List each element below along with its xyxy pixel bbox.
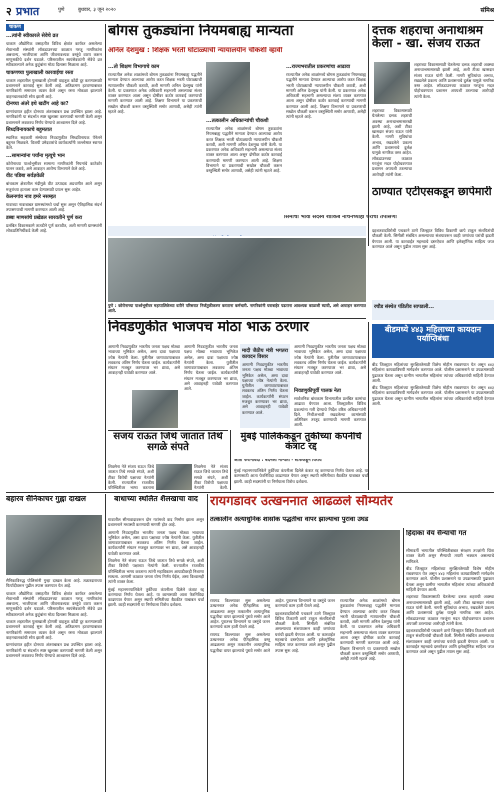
- mumbai-headline: मुंबई पालिकेकडून तुर्कीच्या कंपनीचे कंत्राट रद्द: [240, 432, 362, 453]
- beed-headline: बीडमध्ये ४४३ महिलाच्या कायदान पर्याप्तिबंधा: [384, 325, 482, 343]
- kele-body: [414, 62, 494, 182]
- bottom-rule: [6, 492, 494, 493]
- column-divider: [207, 494, 208, 792]
- sanjay-text: शिवसेना नेते संजय राऊत जिथे जातात तिथे सगळे संपते, अशी टीका विरोधी पक्षाच्या नेत्यांनी केली. राज्यातील राजकीय परिस्थितीवर भाष्य करताना: [108, 464, 154, 490]
- brand-logo: प्रभात: [16, 5, 40, 18]
- bottom-mid-text-2: आगामी निवडणुकीत भारतीय जनता पक्षच मोठ्या भावाच्या भूमिकेत असेल, असा दावा पक्षाच्या ज्येष्ठ नेत्यांनी केला. युतीतील जागावाटपाबाबत लवकरच अंतिम निर्णय घेतला जाईल. कार्यकर्त्यांनी संघटन मजबूत करण्यावर भर द्यावा, असे आवाहनही यावेळी करण्यात आले.: [108, 529, 204, 556]
- bogus-bullet-2: ...तत्कालीन अधिकाऱ्यांची चौकशी: [206, 118, 269, 124]
- bogus-text-2: राज्यातील अनेक शाळांमध्ये बोगस तुकड्यांना नियमबाह्य पद्धतीने मान्यता देण्यात आल्याचा आरोप करत शिक्षक भरती घोटाळ्याची न्यायालयीन चौकशी करावी, अशी मागणी अनिल देशमुख यांनी केली. या प्रकरणात अनेक अधिकारी सहभागी असल्याचा संशय व्यक्त करण्यात आला असून दोषींवर कठोर कारवाई करण्याची मागणी करण्यात आली आहे. शिक्षण विभागाने या प्रकरणाची सखोल चौकशी करून वस्तुस्थिती समोर आणावी, असेही त्यांनी म्हटले आहे.: [206, 126, 282, 174]
- nivad-photo: [132, 390, 178, 428]
- bottom-mid-body: [108, 517, 204, 790]
- raigad-photo: [210, 530, 400, 594]
- left-story-6: बांधकाम क्षेत्रातील मंदीमुळे वीट उत्पादक अडचणीत आले असून मजुरांच्या हाताला काम देण्यासाठी प्रयत्न सुरू आहेत.: [6, 181, 102, 192]
- left-headline-7: केलनगांव नाव हमरे नसम्हत: [6, 193, 56, 200]
- mumbai-body: [234, 468, 368, 490]
- thane-box-title: रचौड संस्थेत पंडितीव सापडली...: [374, 304, 434, 310]
- bottom-mid-text: गावातील सीमावादावरून दोन गटांमध्ये वाद निर्माण झाला असून प्रशासनाने मध्यस्थी करण्याची मागणी होत आहे.: [108, 517, 204, 528]
- left-story-4: स्थानिक सहकारी संस्थेच्या निवडणुकीत सिध्दविनायक पॅनेलने बहुमत मिळवले. विजयी उमेदवारांचे कार्यकर्त्यांनी जल्लोषात स्वागत केले.: [6, 134, 102, 151]
- left-story-3: ग्रामपंचायत हद्दीत दोनच्या अंतराबाबत प्रश्न उपस्थित झाला आहे. नागरिकांनी या संदर्भात स्पष्ट खुलासा करण्याची मागणी केली असून प्रशासनाने लवकरच निर्णय घेण्याचे आश्वासन दिले आहे.: [6, 108, 102, 125]
- bogus-subhead: अनिल देशमुख : शिक्षक भरती घोटाळ्याची न्यायालयीन चौकशी व्हावी: [108, 47, 283, 54]
- colony-label-bar: [108, 226, 366, 236]
- section-rule: [108, 430, 228, 431]
- kele-text: शहराच्या विकासासाठी घेतलेल्या दत्तक शहराची अवस्था अनाथाश्रमासारखी झाली आहे, अशी टीका खासदार संजय राऊत यांनी केली. नागरी सुविधांचा अभाव, रखडलेले प्रकल्प आणि प्रशासनाचे दुर्लक्ष यामुळे नागरिक त्रस्त आहेत. लॉकडाउनच्या काळात गरजूंना मदत पोहोचवण्यात प्रशासन अपयशी ठरल्याचा आरोपही त्यांनी केला.: [414, 62, 494, 99]
- bottom-left-text-3: चाकण शहरातील पुलाखाली होणारी वाहतूक कोंडी दूर करण्यासाठी प्रशासनाने कारवाई सुरू केली आहे. अतिक्रमण हटवण्याबाबत नागरिकांनी समाधान व्यक्त केले असून रस्ता मोकळा झाल्याने वाहनचालकांची सोय झाली आहे.: [6, 619, 102, 640]
- left-story-2: चाकण शहरातील पुलाखाली होणारी वाहतूक कोंडी दूर करण्यासाठी प्रशासनाने कारवाई सुरू केली आहे. अतिक्रमण हटवण्याबाबत नागरिकांनी समाधान व्यक्त केले असून रस्ता मोकळा झाल्याने वाहनचालकांची सोय झाली आहे.: [6, 77, 102, 99]
- nivad-headline: निवडणुकीत भाजपच मोठा भाऊ ठरणार: [108, 320, 309, 335]
- deshmukh-photo: [206, 62, 250, 114]
- left-story-1: चाकण औद्योगिक वसाहतीत विविध क्षेत्रांत कार्यरत असलेल्या सेवाभावी संस्थांनी लॉकडाउनच्या काळात गरजू नागरिकांना अन्नधान्य, भाजीपाला आणि जीवनावश्यक वस्तूंचे वाटप करून माणुसकीचे दर्शन घडवले. परिसरातील स्वयंसेवकांनी सेवेचे व्रत स्वीकारल्याने अनेक कुटुंबांना मोठा दिलासा मिळाला आहे.: [6, 41, 102, 68]
- kele-body-2: [372, 108, 412, 182]
- left-story-7: गावाच्या नावाबाबत ग्रामस्थांमध्ये चर्चा सुरू असून ऐतिहासिक संदर्भ तपासण्याची मागणी करण्यात आली आहे.: [6, 201, 102, 213]
- column-divider: [105, 24, 106, 490]
- sanjay-body-2: [194, 464, 228, 490]
- left-headline-8: डब्बा माणसांचे प्रखेडल सारवतीने पूर्ण करा: [6, 214, 83, 221]
- mumbai-subhead: आता फेरनिविदा : बंदनेला मान्यता - स्टेफकहून विरोध: [234, 459, 322, 463]
- kele-text-2: शहराच्या विकासासाठी घेतलेल्या दत्तक शहराची अवस्था अनाथाश्रमासारखी झाली आहे, अशी टीका खासदार संजय राऊत यांनी केली. नागरी सुविधांचा अभाव, रखडलेले प्रकल्प आणि प्रशासनाचे दुर्लक्ष यामुळे नागरिक त्रस्त आहेत. लॉकडाउनच्या काळात गरजूंना मदत पोहोचवण्यात प्रशासन अपयशी ठरल्याचा आरोपही त्यांनी केला.: [372, 108, 412, 177]
- masthead-date: बुधवार, ३ जून २०२०: [78, 7, 116, 13]
- section-rule: [108, 318, 366, 319]
- thane-body: [372, 228, 494, 298]
- raigad-body: [210, 598, 400, 790]
- nivad-body-2: [184, 344, 238, 428]
- bogus-body-2: [206, 116, 282, 222]
- beed-body: [372, 362, 494, 490]
- raigad-text-4: राज्यातील अनेक शाळांमध्ये बोगस तुकड्यांना नियमबाह्य पद्धतीने मान्यता देण्यात आल्याचा आरोप करत शिक्षक भरती घोटाळ्याची न्यायालयीन चौकशी करावी, अशी मागणी अनिल देशमुख यांनी केली. या प्रकरणात अनेक अधिकारी सहभागी असल्याचा संशय व्यक्त करण्यात आला असून दोषींवर कठोर कारवाई करण्याची मागणी करण्यात आली आहे. शिक्षण विभागाने या प्रकरणाची सखोल चौकशी करून वस्तुस्थिती समोर आणावी, असेही त्यांनी म्हटले आहे.: [340, 598, 400, 662]
- section-name: संमिश्र: [480, 7, 494, 14]
- masthead: [6, 4, 494, 20]
- nivad-box-title: मादी जैठीय मंत्री भगतरा कायदन विसार: [242, 348, 288, 360]
- bodyguard-text: सार्वजनिक बांधकाम विभागातील प्रलंबित कामांचा आढावा घेण्यात आला. जिल्ह्यातील विविध प्रकल्पांना गती देण्याचे निर्देश वरिष्ठ अधिकाऱ्यांनी दिले. निधीअभावी रखडलेल्या कामांसाठी अतिरिक्त तरतूद करण्याची मागणी करण्यात आली.: [294, 396, 366, 428]
- bottom-left-text-4: ग्रामपंचायत हद्दीत दोनच्या अंतराबाबत प्रश्न उपस्थित झाला आहे. नागरिकांनी या संदर्भात स्पष्ट खुलासा करण्याची मागणी केली असून प्रशासनाने लवकरच निर्णय घेण्याचे आश्वासन दिले आहे.: [6, 642, 102, 658]
- masthead-city: पुणे: [58, 7, 65, 13]
- right-bottom-headline: हिंदाका वेय सैन्याची गत: [406, 530, 467, 537]
- column-divider: [105, 494, 106, 792]
- section-tag: चाकण: [6, 24, 24, 31]
- bogus-bullet-3: ...राज्यभरातील प्रकरणांचा आढावा: [286, 64, 351, 70]
- bogus-text-1: राज्यातील अनेक शाळांमध्ये बोगस तुकड्यांना नियमबाह्य पद्धतीने मान्यता देण्यात आल्याचा आरोप करत शिक्षक भरती घोटाळ्याची न्यायालयीन चौकशी करावी, अशी मागणी अनिल देशमुख यांनी केली. या प्रकरणात अनेक अधिकारी सहभागी असल्याचा संशय व्यक्त करण्यात आला असून दोषींवर कठोर कारवाई करण्याची मागणी करण्यात आली आहे. शिक्षण विभागाने या प्रकरणाची सखोल चौकशी करून वस्तुस्थिती समोर आणावी, असेही त्यांनी म्हटले आहे.: [108, 72, 202, 115]
- right-bottom-body: [406, 548, 494, 790]
- nivad-body-3: [294, 344, 366, 384]
- left-headline-6: वीट पडिबा सर्वज्ञवेळी: [6, 173, 45, 180]
- sanjay-photo: [156, 464, 192, 490]
- page-number: २: [6, 5, 12, 18]
- bogus-headline: बोगस तुकड्यांना नियमबाह्य मान्यता: [108, 24, 294, 39]
- right-bottom-text-2: बीड जिल्ह्यात महिलांच्या सुरक्षिततेसाठी विशेष मोहीम राबवण्यात येत असून ४४३ महिलांना कायद्याविषयी मार्गदर्शन करण्यात आले. पोलीस प्रशासनाने या उपक्रमासाठी पुढाकार घेतला असून ग्रामीण भागातील महिलांना त्यांच्या अधिकारांची माहिती देण्यात आली.: [406, 565, 494, 593]
- column-divider: [368, 24, 369, 246]
- left-story-8: प्रलंबित विकासकामे तातडीने पूर्ण करावीत, अशी मागणी ग्रामस्थांनी लोकप्रतिनिधींकडे केली आहे.: [6, 222, 102, 233]
- raigad-text: रायगड किल्ल्यावर सुरू असलेल्या उत्खननात अनेक ऐतिहासिक वस्तू आढळल्या असून तत्कालीन अत्याधुनिक पद्धतीचा वापर झाल्याचे पुरावे समोर आले आहेत. पुरातत्त्व विभागाने या वस्तूंचे जतन करण्याचे काम हाती घेतले आहे.: [210, 598, 270, 630]
- bottom-left-text: सैनिकाविरुद्ध पोलिसांनी गुन्हा दाखल केला आहे. तक्रारदाराच्या फिर्यादीवरून पुढील तपास करण्यात येत आहे.: [6, 578, 102, 589]
- beed-header: [372, 324, 494, 358]
- bogus-body-1: [108, 62, 202, 222]
- bodyguard-article: [294, 386, 366, 428]
- left-column: [6, 24, 102, 490]
- nivad-text-3: आगामी निवडणुकीत भारतीय जनता पक्षच मोठ्या भावाच्या भूमिकेत असेल, असा दावा पक्षाच्या ज्येष्ठ नेत्यांनी केला. युतीतील जागावाटपाबाबत लवकरच अंतिम निर्णय घेतला जाईल. कार्यकर्त्यांनी संघटन मजबूत करण्यावर भर द्यावा, असे आवाहनही यावेळी करण्यात आले.: [294, 344, 366, 376]
- bottom-mid-text-4: मुंबई महानगरपालिकेने तुर्कीच्या कंपनीला दिलेले कंत्राट रद्द करण्याचा निर्णय घेतला आहे. या कामासाठी आता फेरनिविदा काढण्यात येणार असून स्थायी समितीच्या बैठकीत याबाबत चर्चा झाली. काही सदस्यांनी या निर्णयाला विरोध दर्शवला.: [108, 586, 204, 608]
- beed-text: बीड जिल्ह्यात महिलांच्या सुरक्षिततेसाठी विशेष मोहीम राबवण्यात येत असून ४४३ महिलांना कायद्याविषयी मार्गदर्शन करण्यात आले. पोलीस प्रशासनाने या उपक्रमासाठी पुढाकार घेतला असून ग्रामीण भागातील महिलांना त्यांच्या अधिकारांची माहिती देण्यात आली.: [372, 362, 494, 383]
- bottom-mid-text-3: शिवसेना नेते संजय राऊत जिथे जातात तिथे सगळे संपते, अशी टीका विरोधी पक्षाच्या नेत्यांनी केली. राज्यातील राजकीय परिस्थितीवर भाष्य करताना त्यांनी महाविकास आघाडीवरही निशाणा साधला. आगामी काळात जनता योग्य निर्णय घेईल, असा विश्वासही त्यांनी व्यक्त केला.: [108, 558, 204, 585]
- bottom-left-photo: [6, 515, 102, 575]
- sanjay-headline: संजय राऊत जिथे जातात तिथे सगळे संपते: [113, 432, 223, 453]
- nivad-box: [240, 344, 290, 428]
- thane-box: [372, 300, 494, 320]
- left-headline-1: ...त्यांनी स्वीकारले सेवेचे व्रत: [6, 33, 59, 40]
- left-headline-2: चाकणच्या पुलाखाली कारवाईचा रस्ता: [6, 69, 74, 76]
- column-divider: [230, 430, 231, 490]
- bogus-bullet-1: ...तो शिक्षण विभागाचे काम: [108, 64, 160, 70]
- thane-headline: ठाण्यात एटीएसकडून छापेमारी: [372, 186, 492, 198]
- raigad-subhead: तत्कालीन अत्याधुनिक शासोक पद्धतीचा वापर झाल्याचा पुरावा उघड: [210, 516, 369, 523]
- right-bottom-text-3: शहराच्या विकासासाठी घेतलेल्या दत्तक शहराची अवस्था अनाथाश्रमासारखी झाली आहे, अशी टीका खासदार संजय राऊत यांनी केली. नागरी सुविधांचा अभाव, रखडलेले प्रकल्प आणि प्रशासनाचे दुर्लक्ष यामुळे नागरिक त्रस्त आहेत. लॉकडाउनच्या काळात गरजूंना मदत पोहोचवण्यात प्रशासन अपयशी ठरल्याचा आरोपही त्यांनी केला.: [406, 594, 494, 626]
- column-divider: [368, 322, 369, 490]
- sanitizing-photo: [108, 238, 366, 302]
- mumbai-text: मुंबई महानगरपालिकेने तुर्कीच्या कंपनीला दिलेले कंत्राट रद्द करण्याचा निर्णय घेतला आहे. या कामासाठी आता फेरनिविदा काढण्यात येणार असून स्थायी समितीच्या बैठकीत याबाबत चर्चा झाली. काही सदस्यांनी या निर्णयाला विरोध दर्शवला.: [234, 468, 368, 484]
- left-headline-3: दोनच्या अंतरे इथे खटींग आहे का?: [6, 100, 69, 107]
- raut-photo: [374, 62, 410, 104]
- nivad-body-1: [108, 344, 180, 388]
- photo-caption: पुणे : कोरोनाच्या पार्श्वभूमीवर महापालिकेच्या वतीने परिसरात निर्जंतुकीकरण करताना कर्मचारी. नागरिकांनी घराबाहेर पडताना आवश्यक काळजी घ्यावी, असे आवाहन करण्यात आले.: [108, 303, 366, 314]
- beed-text-2: बीड जिल्ह्यात महिलांच्या सुरक्षिततेसाठी विशेष मोहीम राबवण्यात येत असून ४४३ महिलांना कायद्याविषयी मार्गदर्शन करण्यात आले. पोलीस प्रशासनाने या उपक्रमासाठी पुढाकार घेतला असून ग्रामीण भागातील महिलांना त्यांच्या अधिकारांची माहिती देण्यात आली.: [372, 385, 494, 407]
- bottom-left-headline: बहारव सैनिकाचर गुह्ना दाखल: [6, 495, 86, 503]
- left-headline-5: ...सामान्यांना पर्यांना मृत्यूचे भान: [6, 152, 65, 159]
- bottom-left-body: [6, 578, 102, 790]
- left-story-5: कोरोनाच्या पार्श्वभूमीवर सामान्य नागरिकांनी नियमांचे काटेकोर पालन करावे, असे आवाहन आरोग्य विभागाने केले आहे.: [6, 160, 102, 172]
- raigad-headline: रायगडावर उत्खननात आढळले सौम्यतेर: [210, 495, 393, 509]
- nivad-box-text: आगामी निवडणुकीत भारतीय जनता पक्षच मोठ्या भावाच्या भूमिकेत असेल, असा दावा पक्षाच्या ज्येष्ठ नेत्यांनी केला. युतीतील जागावाटपाबाबत लवकरच अंतिम निर्णय घेतला जाईल. कार्यकर्त्यांनी संघटन मजबूत करण्यावर भर द्यावा, असे आवाहनही यावेळी करण्यात आले.: [242, 362, 288, 415]
- sanjay-body: [108, 464, 154, 490]
- nivad-text-2: आगामी निवडणुकीत भारतीय जनता पक्षच मोठ्या भावाच्या भूमिकेत असेल, असा दावा पक्षाच्या ज्येष्ठ नेत्यांनी केला. युतीतील जागावाटपाबाबत लवकरच अंतिम निर्णय घेतला जाईल. कार्यकर्त्यांनी संघटन मजबूत करण्यावर भर द्यावा, असे आवाहनही यावेळी करण्यात आले.: [184, 344, 238, 392]
- kele-headline: दत्तक शहराचा अनाथाश्रम केला - खा. संजय राऊत: [372, 24, 483, 50]
- raigad-text-2: रायगड किल्ल्यावर सुरू असलेल्या उत्खननात अनेक ऐतिहासिक वस्तू आढळल्या असून तत्कालीन अत्याधुनिक पद्धतीचा वापर झाल्याचे पुरावे समोर आले आहेत. पुरातत्त्व विभागाने या वस्तूंचे जतन करण्याचे काम हाती घेतले आहे.: [210, 598, 335, 653]
- column-divider: [403, 528, 404, 790]
- thane-text: दहशतवादविरोधी पथकाने ठाणे जिल्ह्यात विविध ठिकाणी छापे टाकून संशयितांची चौकशी केली. सिमीशी संबंधित असल्याच्या संशयावरून काही जणांच्या घरांची झडती घेण्यात आली. या कारवाईत महत्त्वाचे दस्तऐवज आणि इलेक्ट्रॉनिक साहित्य जप्त करण्यात आले असून पुढील तपास सुरू आहे.: [372, 228, 494, 249]
- raigad-text-3: दहशतवादविरोधी पथकाने ठाणे जिल्ह्यात विविध ठिकाणी छापे टाकून संशयितांची चौकशी केली. सिमीशी संबंधित असल्याच्या संशयावरून काही जणांच्या घरांची झडती घेण्यात आली. या कारवाईत महत्त्वाचे दस्तऐवज आणि इलेक्ट्रॉनिक साहित्य जप्त करण्यात आले असून पुढील तपास सुरू आहे.: [275, 610, 335, 653]
- masthead-rule: [6, 20, 494, 21]
- thane-subhead: सिमीचा भावी सदस्य शाकिब नाचनच्याही घराची तपासणी: [284, 215, 397, 220]
- right-bottom-text: सीमावर्ती भागातील परिस्थितीबाबत संरक्षण तज्ज्ञांनी चिंता व्यक्त केली असून सैन्याची तयारी भक्कम असल्याचे सांगितले.: [406, 548, 494, 564]
- right-bottom-text-4: दहशतवादविरोधी पथकाने ठाणे जिल्ह्यात विविध ठिकाणी छापे टाकून संशयितांची चौकशी केली. सिमीशी संबंधित असल्याच्या संशयावरून काही जणांच्या घरांची झडती घेण्यात आली. या कारवाईत महत्त्वाचे दस्तऐवज आणि इलेक्ट्रॉनिक साहित्य जप्त करण्यात आले असून पुढील तपास सुरू आहे.: [406, 628, 494, 655]
- left-headline-4: सिध्दविनायकाचे बहुमतात: [6, 126, 52, 133]
- sanjay-text-2: शिवसेना नेते संजय राऊत जिथे जातात तिथे सगळे संपते, अशी टीका विरोधी पक्षाच्या नेत्यांनी केली.: [194, 464, 228, 490]
- bottom-mid-headline: बाधाच्या स्थलित शैलखाचा वाद: [114, 495, 198, 503]
- bodyguard-headline: निवडणुकीपूर्वी पालक नेता: [294, 388, 341, 394]
- bottom-left-text-2: चाकण औद्योगिक वसाहतीत विविध क्षेत्रांत कार्यरत असलेल्या सेवाभावी संस्थांनी लॉकडाउनच्या काळात गरजू नागरिकांना अन्नधान्य, भाजीपाला आणि जीवनावश्यक वस्तूंचे वाटप करून माणुसकीचे दर्शन घडवले. परिसरातील स्वयंसेवकांनी सेवेचे व्रत स्वीकारल्याने अनेक कुटुंबांना मोठा दिलासा मिळाला आहे.: [6, 590, 102, 617]
- bogus-text-3: राज्यातील अनेक शाळांमध्ये बोगस तुकड्यांना नियमबाह्य पद्धतीने मान्यता देण्यात आल्याचा आरोप करत शिक्षक भरती घोटाळ्याची न्यायालयीन चौकशी करावी, अशी मागणी अनिल देशमुख यांनी केली. या प्रकरणात अनेक अधिकारी सहभागी असल्याचा संशय व्यक्त करण्यात आला असून दोषींवर कठोर कारवाई करण्याची मागणी करण्यात आली आहे. शिक्षण विभागाने या प्रकरणाची सखोल चौकशी करून वस्तुस्थिती समोर आणावी, असेही त्यांनी म्हटले आहे.: [286, 72, 366, 120]
- nivad-text-1: आगामी निवडणुकीत भारतीय जनता पक्षच मोठ्या भावाच्या भूमिकेत असेल, असा दावा पक्षाच्या ज्येष्ठ नेत्यांनी केला. युतीतील जागावाटपाबाबत लवकरच अंतिम निर्णय घेतला जाईल. कार्यकर्त्यांनी संघटन मजबूत करण्यावर भर द्यावा, असे आवाहनही यावेळी करण्यात आले.: [108, 344, 180, 376]
- bogus-body-3: [286, 62, 366, 222]
